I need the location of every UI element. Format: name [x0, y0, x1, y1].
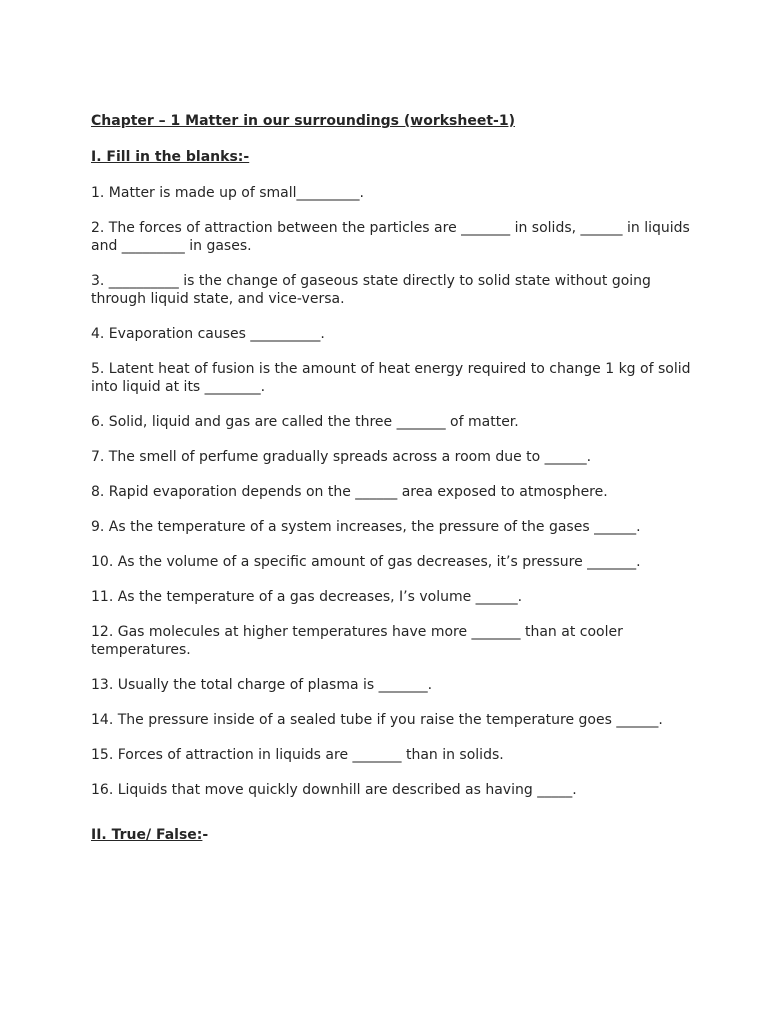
question-13: 13. Usually the total charge of plasma is _______. — [91, 677, 433, 693]
question-15: 15. Forces of attraction in liquids are _______ than in solids. — [91, 747, 504, 763]
question-4: 4. Evaporation causes __________. — [91, 326, 325, 342]
question-9: 9. As the temperature of a system increases, the pressure of the gases ______. — [91, 519, 641, 535]
question-12: 12. Gas molecules at higher temperatures have more _______ than at cooler temperatures. — [91, 624, 628, 658]
question-16: 16. Liquids that move quickly downhill are described as having _____. — [91, 782, 577, 798]
question-6: 6. Solid, liquid and gas are called the three _______ of matter. — [91, 414, 519, 430]
section-true-false-heading-suffix: - — [202, 827, 209, 843]
question-5: 5. Latent heat of fusion is the amount of heat energy required to change 1 kg of solid into liquid at its ________. — [91, 361, 695, 395]
section-fill-blanks-heading — [91, 148, 691, 166]
question-2: 2. The forces of attraction between the particles are _______ in solids, ______ in liquids and _________ in gases. — [91, 220, 695, 254]
worksheet-title: Chapter – 1 Matter in our surroundings (worksheet-1) — [91, 113, 515, 129]
question-7: 7. The smell of perfume gradually spreads across a room due to ______. — [91, 449, 592, 465]
question-10: 10. As the volume of a specific amount of gas decreases, it’s pressure _______. — [91, 554, 641, 570]
section-fill-blanks-heading-text: I. Fill in the blanks:- — [91, 149, 250, 165]
question-8: 8. Rapid evaporation depends on the ______ area exposed to atmosphere. — [91, 484, 608, 500]
worksheet-page — [91, 112, 695, 862]
question-14: 14. The pressure inside of a sealed tube if you raise the temperature goes ______. — [91, 712, 663, 728]
section-true-false-heading-text: II. True/ False: — [91, 827, 203, 843]
question-1: 1. Matter is made up of small_________. — [91, 185, 364, 201]
fill-blanks-list — [91, 184, 695, 799]
question-11: 11. As the temperature of a gas decreases, I’s volume ______. — [91, 589, 523, 605]
section-true-false-heading — [91, 826, 691, 844]
question-3: 3. __________ is the change of gaseous state directly to solid state without going through liquid state, and vice-versa. — [91, 273, 656, 307]
